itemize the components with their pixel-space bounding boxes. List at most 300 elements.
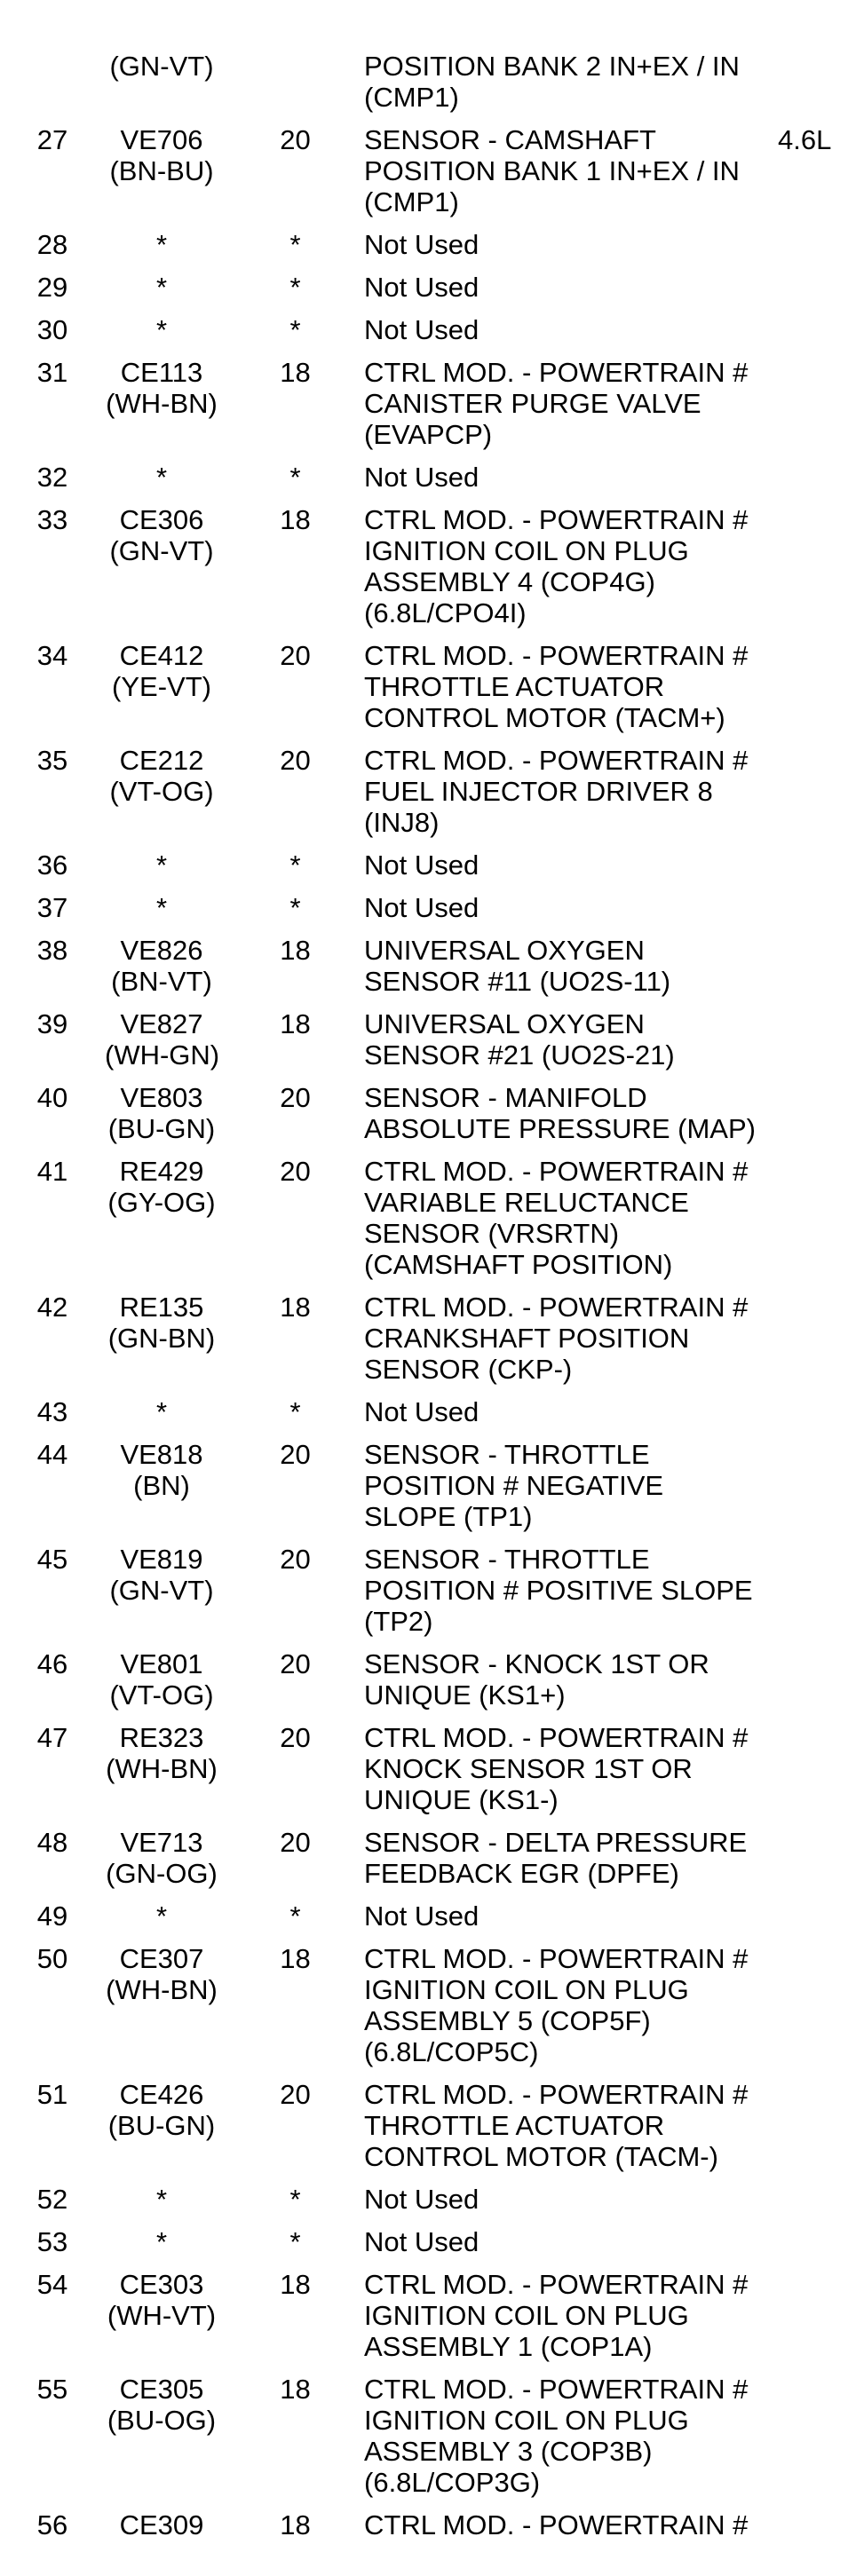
description-line: UNIVERSAL OXYGEN	[364, 935, 645, 966]
circuit-cell	[105, 2374, 218, 2436]
description-line: IGNITION COIL ON PLUG	[364, 2405, 689, 2436]
description-cell	[364, 1943, 765, 2067]
table-row	[0, 314, 856, 345]
description-line: CTRL MOD. - POWERTRAIN #	[364, 1156, 749, 1187]
description-line: CTRL MOD. - POWERTRAIN #	[364, 504, 749, 535]
wire-color: (WH-BN)	[106, 388, 218, 419]
circuit-code: CE303	[119, 2269, 204, 2300]
circuit-code: CE305	[119, 2374, 204, 2405]
table-row	[0, 1082, 856, 1144]
pin-number: 50	[36, 1943, 68, 1974]
description-cell	[364, 2226, 765, 2257]
circuit-code: VE819	[120, 1544, 203, 1575]
pin-cell	[0, 2374, 105, 2405]
pin-number: 38	[36, 935, 68, 966]
description-line: SLOPE (TP1)	[364, 1501, 533, 1532]
description-cell	[364, 1439, 765, 1532]
circuit-cell	[105, 1900, 218, 1932]
description-cell	[364, 935, 765, 997]
gauge-cell	[218, 124, 364, 155]
pin-cell	[0, 272, 105, 303]
circuit-cell	[105, 1008, 218, 1071]
table-row	[0, 935, 856, 997]
not-used-mark: *	[289, 849, 301, 881]
description-line: CTRL MOD. - POWERTRAIN #	[364, 2079, 749, 2110]
pin-cell	[0, 2184, 105, 2215]
pin-number: 51	[36, 2079, 68, 2110]
pin-cell	[0, 1943, 105, 1974]
description-cell	[364, 1827, 765, 1889]
pin-number: 34	[36, 640, 68, 671]
not-used-mark: *	[289, 1396, 301, 1427]
pin-number: 56	[36, 2509, 68, 2540]
circuit-cell	[105, 892, 218, 923]
table-row	[0, 1156, 856, 1280]
table-row	[0, 1008, 856, 1071]
pin-cell	[0, 1396, 105, 1427]
gauge-value: 20	[280, 124, 311, 155]
pin-cell	[0, 2226, 105, 2257]
circuit-code: VE801	[120, 1648, 203, 1679]
not-used-mark: *	[289, 2184, 301, 2215]
description-line: ASSEMBLY 3 (COP3B)	[364, 2436, 653, 2467]
pin-number: 44	[36, 1439, 68, 1470]
circuit-code: RE135	[119, 1292, 204, 1323]
description-line: (6.8L/CPO4I)	[364, 597, 527, 628]
table-row	[0, 229, 856, 260]
description-line: Not Used	[364, 1900, 480, 1932]
table-row	[0, 1943, 856, 2067]
circuit-cell	[105, 124, 218, 186]
description-cell	[364, 2269, 765, 2362]
gauge-value: 18	[280, 2374, 311, 2405]
description-line: THROTTLE ACTUATOR	[364, 2110, 665, 2141]
description-line: SENSOR (VRSRTN)	[364, 1218, 620, 1249]
pin-number: 52	[36, 2184, 68, 2215]
wire-color: (BU-GN)	[107, 1113, 216, 1144]
description-line: Not Used	[364, 2184, 480, 2215]
description-line: Not Used	[364, 314, 480, 345]
table-row	[0, 1292, 856, 1385]
wire-color: (YE-VT)	[112, 671, 211, 702]
wire-color: (GN-VT)	[109, 51, 214, 82]
description-line: VARIABLE RELUCTANCE	[364, 1187, 689, 1218]
description-cell	[364, 640, 765, 733]
gauge-value: 20	[280, 2079, 311, 2110]
description-cell	[364, 1292, 765, 1385]
table-row	[0, 272, 856, 303]
wire-color: (BU-GN)	[107, 2110, 216, 2141]
wire-color: (WH-GN)	[105, 1039, 220, 1071]
description-line: IGNITION COIL ON PLUG	[364, 2300, 689, 2331]
description-cell	[364, 1722, 765, 1815]
pin-number: 35	[36, 745, 68, 776]
pin-cell	[0, 640, 105, 671]
gauge-value: 18	[280, 2509, 311, 2540]
pin-cell	[0, 892, 105, 923]
pin-number: 31	[36, 357, 68, 388]
description-cell	[364, 1900, 765, 1932]
gauge-value: 20	[280, 1439, 311, 1470]
description-cell	[364, 745, 765, 838]
circuit-code: CE306	[119, 504, 204, 535]
circuit-cell	[105, 1722, 218, 1784]
table-row	[0, 2374, 856, 2498]
description-line: KNOCK SENSOR 1ST OR	[364, 1753, 693, 1784]
description-cell	[364, 1156, 765, 1280]
description-line: (CMP1)	[364, 186, 459, 217]
gauge-cell	[218, 272, 364, 303]
pin-cell	[0, 462, 105, 493]
description-line: SENSOR - KNOCK 1ST OR	[364, 1648, 709, 1679]
gauge-cell	[218, 1082, 364, 1113]
not-used-mark: *	[155, 229, 168, 260]
pin-cell	[0, 935, 105, 966]
not-used-mark: *	[155, 1900, 168, 1932]
gauge-cell	[218, 2509, 364, 2540]
pin-number: 37	[36, 892, 68, 923]
gauge-cell	[218, 1292, 364, 1323]
wire-color: (BN-VT)	[111, 966, 212, 997]
pin-cell	[0, 1722, 105, 1753]
not-used-mark: *	[289, 2226, 301, 2257]
pin-cell	[0, 1648, 105, 1679]
pin-cell	[0, 2079, 105, 2110]
circuit-cell	[105, 2509, 218, 2540]
gauge-cell	[218, 2374, 364, 2405]
description-cell	[364, 51, 765, 113]
gauge-cell	[218, 935, 364, 966]
description-cell	[364, 1082, 765, 1144]
gauge-value: 20	[280, 640, 311, 671]
description-line: (TP2)	[364, 1606, 433, 1637]
description-line: ASSEMBLY 4 (COP4G)	[364, 566, 655, 597]
description-cell	[364, 2079, 765, 2172]
not-used-mark: *	[155, 314, 168, 345]
gauge-cell	[218, 357, 364, 388]
gauge-cell	[218, 229, 364, 260]
circuit-cell	[105, 2079, 218, 2141]
circuit-code: VE818	[120, 1439, 203, 1470]
pin-cell	[0, 2269, 105, 2300]
description-line: CTRL MOD. - POWERTRAIN #	[364, 2374, 749, 2405]
pin-number: 49	[36, 1900, 68, 1932]
gauge-value: 18	[280, 504, 311, 535]
not-used-mark: *	[289, 314, 301, 345]
description-line: UNIVERSAL OXYGEN	[364, 1008, 645, 1039]
gauge-value: 20	[280, 1722, 311, 1753]
circuit-cell	[105, 849, 218, 881]
gauge-value: 20	[280, 745, 311, 776]
description-line: Not Used	[364, 272, 480, 303]
circuit-cell	[105, 272, 218, 303]
pin-cell	[0, 1156, 105, 1187]
engine-size: 4.6L	[778, 124, 832, 155]
table-row	[0, 1648, 856, 1711]
pin-number: 41	[36, 1156, 68, 1187]
not-used-mark: *	[289, 229, 301, 260]
pin-number: 46	[36, 1648, 68, 1679]
circuit-cell	[105, 1156, 218, 1218]
table-row	[0, 1722, 856, 1815]
description-cell	[364, 462, 765, 493]
description-cell	[364, 1544, 765, 1637]
circuit-cell	[105, 1439, 218, 1501]
table-row	[0, 2226, 856, 2257]
description-line: CONTROL MOTOR (TACM-)	[364, 2141, 718, 2172]
pin-number: 48	[36, 1827, 68, 1858]
table-row	[0, 51, 856, 113]
description-line: (CAMSHAFT POSITION)	[364, 1249, 673, 1280]
table-row	[0, 849, 856, 881]
gauge-value: 20	[280, 1156, 311, 1187]
pin-number: 30	[36, 314, 68, 345]
circuit-cell	[105, 2184, 218, 2215]
description-cell	[364, 849, 765, 881]
not-used-mark: *	[289, 1900, 301, 1932]
not-used-mark: *	[289, 892, 301, 923]
gauge-value: 20	[280, 1648, 311, 1679]
description-line: CONTROL MOTOR (TACM+)	[364, 702, 725, 733]
description-line: ABSOLUTE PRESSURE (MAP)	[364, 1113, 756, 1144]
circuit-code: RE323	[119, 1722, 204, 1753]
circuit-cell	[105, 640, 218, 702]
description-line: (INJ8)	[364, 807, 440, 838]
circuit-cell	[105, 1082, 218, 1144]
circuit-cell	[105, 2269, 218, 2331]
gauge-value: 20	[280, 1544, 311, 1575]
wire-color: (WH-BN)	[106, 1974, 218, 2005]
description-cell	[364, 314, 765, 345]
pin-cell	[0, 1008, 105, 1039]
wire-color: (GY-OG)	[107, 1187, 216, 1218]
circuit-cell	[105, 462, 218, 493]
description-line: FUEL INJECTOR DRIVER 8	[364, 776, 713, 807]
description-cell	[364, 1008, 765, 1071]
description-line: THROTTLE ACTUATOR	[364, 671, 665, 702]
description-line: (6.8L/COP3G)	[364, 2467, 541, 2498]
pin-number: 29	[36, 272, 68, 303]
gauge-value: 20	[280, 1827, 311, 1858]
table-row	[0, 1544, 856, 1637]
pin-cell	[0, 504, 105, 535]
circuit-code: VE706	[120, 124, 203, 155]
circuit-code: VE826	[120, 935, 203, 966]
table-row	[0, 640, 856, 733]
pin-cell	[0, 357, 105, 388]
gauge-cell	[218, 1544, 364, 1575]
description-cell	[364, 124, 765, 217]
description-line: ASSEMBLY 1 (COP1A)	[364, 2331, 653, 2362]
gauge-cell	[218, 640, 364, 671]
pin-cell	[0, 1544, 105, 1575]
description-line: IGNITION COIL ON PLUG	[364, 1974, 689, 2005]
circuit-code: CE426	[119, 2079, 204, 2110]
description-line: SENSOR - MANIFOLD	[364, 1082, 647, 1113]
table-row	[0, 1439, 856, 1532]
description-cell	[364, 504, 765, 628]
pin-cell	[0, 1439, 105, 1470]
table-row	[0, 1900, 856, 1932]
circuit-cell	[105, 357, 218, 419]
description-line: CTRL MOD. - POWERTRAIN #	[364, 640, 749, 671]
circuit-cell	[105, 51, 218, 82]
pin-cell	[0, 849, 105, 881]
description-line: Not Used	[364, 2226, 480, 2257]
description-line: SENSOR - DELTA PRESSURE	[364, 1827, 748, 1858]
circuit-code: CE307	[119, 1943, 204, 1974]
description-line: (6.8L/COP5C)	[364, 2036, 539, 2067]
wire-color: (GN-VT)	[109, 1575, 214, 1606]
gauge-cell	[218, 2269, 364, 2300]
description-cell	[364, 1648, 765, 1711]
description-cell	[364, 357, 765, 450]
circuit-cell	[105, 2226, 218, 2257]
pin-cell	[0, 1292, 105, 1323]
description-line: Not Used	[364, 462, 480, 493]
description-line: POSITION # NEGATIVE	[364, 1470, 664, 1501]
table-row	[0, 357, 856, 450]
description-line: SENSOR - CAMSHAFT	[364, 124, 656, 155]
description-line: CTRL MOD. - POWERTRAIN #	[364, 2269, 749, 2300]
gauge-cell	[218, 314, 364, 345]
circuit-cell	[105, 745, 218, 807]
wire-color: (BU-OG)	[107, 2405, 217, 2436]
description-line: CANISTER PURGE VALVE	[364, 388, 701, 419]
gauge-cell	[218, 2079, 364, 2110]
circuit-code: CE309	[119, 2509, 204, 2540]
gauge-cell	[218, 1008, 364, 1039]
pin-number: 33	[36, 504, 68, 535]
description-line: CTRL MOD. - POWERTRAIN #	[364, 2509, 749, 2540]
pin-number: 55	[36, 2374, 68, 2405]
pin-number: 53	[36, 2226, 68, 2257]
description-line: CTRL MOD. - POWERTRAIN #	[364, 745, 749, 776]
description-line: POSITION # POSITIVE SLOPE	[364, 1575, 753, 1606]
description-line: POSITION BANK 1 IN+EX / IN	[364, 155, 740, 186]
gauge-value: 18	[280, 1292, 311, 1323]
not-used-mark: *	[155, 892, 168, 923]
description-cell	[364, 2509, 765, 2540]
gauge-value: 18	[280, 935, 311, 966]
gauge-cell	[218, 892, 364, 923]
description-line: IGNITION COIL ON PLUG	[364, 535, 689, 566]
gauge-cell	[218, 1900, 364, 1932]
description-line: Not Used	[364, 229, 480, 260]
not-used-mark: *	[155, 1396, 168, 1427]
circuit-code: CE412	[119, 640, 204, 671]
description-line: (EVAPCP)	[364, 419, 493, 450]
table-row	[0, 2184, 856, 2215]
wire-color: (BN-BU)	[109, 155, 214, 186]
pin-number: 32	[36, 462, 68, 493]
circuit-code: VE713	[120, 1827, 203, 1858]
pin-number: 36	[36, 849, 68, 881]
description-line: CRANKSHAFT POSITION	[364, 1323, 690, 1354]
gauge-cell	[218, 1439, 364, 1470]
gauge-value: 18	[280, 2269, 311, 2300]
gauge-cell	[218, 504, 364, 535]
description-cell	[364, 1396, 765, 1427]
table-row	[0, 462, 856, 493]
description-line: UNIQUE (KS1+)	[364, 1679, 566, 1711]
description-line: CTRL MOD. - POWERTRAIN #	[364, 357, 749, 388]
pin-number: 43	[36, 1396, 68, 1427]
circuit-code: VE803	[120, 1082, 203, 1113]
table-row	[0, 1396, 856, 1427]
table-row	[0, 2509, 856, 2540]
pin-cell	[0, 1827, 105, 1858]
description-cell	[364, 2374, 765, 2498]
table-row	[0, 745, 856, 838]
gauge-cell	[218, 2184, 364, 2215]
description-line: SENSOR - THROTTLE	[364, 1439, 650, 1470]
circuit-code: RE429	[119, 1156, 204, 1187]
gauge-cell	[218, 849, 364, 881]
description-line: ASSEMBLY 5 (COP5F)	[364, 2005, 651, 2036]
pin-number: 45	[36, 1544, 68, 1575]
not-used-mark: *	[155, 462, 168, 493]
description-line: SENSOR #11 (UO2S-11)	[364, 966, 671, 997]
circuit-cell	[105, 1648, 218, 1711]
table-row	[0, 2079, 856, 2172]
table-row	[0, 124, 856, 217]
circuit-cell	[105, 1827, 218, 1889]
gauge-value: 20	[280, 1082, 311, 1113]
wire-color: (VT-OG)	[109, 1679, 214, 1711]
circuit-cell	[105, 1943, 218, 2005]
table-row	[0, 504, 856, 628]
not-used-mark: *	[289, 272, 301, 303]
description-line: SENSOR - THROTTLE	[364, 1544, 650, 1575]
description-line: Not Used	[364, 849, 480, 881]
circuit-code: CE212	[119, 745, 204, 776]
circuit-cell	[105, 1292, 218, 1354]
gauge-cell	[218, 1396, 364, 1427]
wire-color: (WH-VT)	[107, 2300, 217, 2331]
gauge-cell	[218, 1648, 364, 1679]
circuit-cell	[105, 1396, 218, 1427]
gauge-cell	[218, 462, 364, 493]
gauge-cell	[218, 1156, 364, 1187]
description-cell	[364, 272, 765, 303]
not-used-mark: *	[155, 272, 168, 303]
pin-cell	[0, 1900, 105, 1932]
pin-cell	[0, 1082, 105, 1113]
pin-number: 47	[36, 1722, 68, 1753]
gauge-cell	[218, 1943, 364, 1974]
table-row	[0, 1827, 856, 1889]
gauge-cell	[218, 2226, 364, 2257]
pin-number: 39	[36, 1008, 68, 1039]
not-used-mark: *	[155, 2226, 168, 2257]
wire-color: (WH-BN)	[106, 1753, 218, 1784]
pin-cell	[0, 124, 105, 155]
circuit-cell	[105, 229, 218, 260]
pin-number: 40	[36, 1082, 68, 1113]
engine-cell	[765, 124, 856, 155]
pin-number: 28	[36, 229, 68, 260]
circuit-cell	[105, 935, 218, 997]
pin-cell	[0, 314, 105, 345]
table-row	[0, 2269, 856, 2362]
gauge-value: 18	[280, 357, 311, 388]
not-used-mark: *	[289, 462, 301, 493]
description-cell	[364, 892, 765, 923]
not-used-mark: *	[155, 849, 168, 881]
circuit-cell	[105, 504, 218, 566]
gauge-cell	[218, 1827, 364, 1858]
